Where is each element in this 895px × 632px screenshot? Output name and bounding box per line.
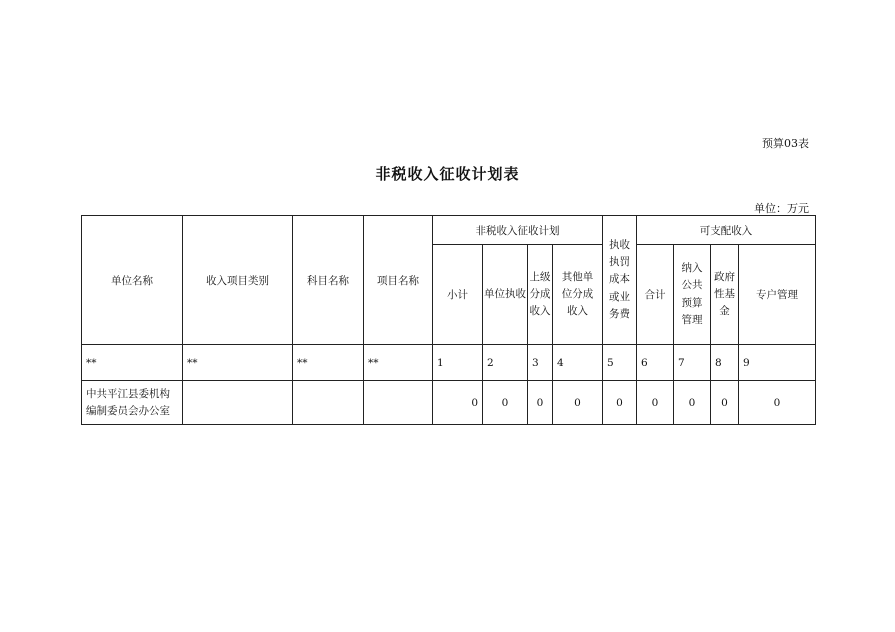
header-subject-name: 科目名称 [293,216,364,345]
code-cell: 2 [483,345,528,381]
page-title: 非税收入征收计划表 [375,165,520,183]
unit-collection-value: 0 [483,381,528,425]
code-cell: ** [293,345,364,381]
code-cell: 4 [553,345,603,381]
code-cell: ** [82,345,183,381]
gov-fund-value: 0 [711,381,739,425]
unit-name-cell: 中共平江县委机构编制委员会办公室 [82,381,183,425]
header-subtotal: 小计 [433,245,483,345]
other-unit-share-value: 0 [553,381,603,425]
table-row [82,381,816,425]
code-cell: 3 [528,345,553,381]
header-revenue-category: 收入项目类别 [183,216,293,345]
item-name-cell [364,381,433,425]
header-other-unit-share: 其他单位分成收入 [553,245,603,345]
subtotal-value: 0 [433,381,483,425]
code-cell: 5 [603,345,637,381]
header-superior-share: 上级分成收入 [528,245,553,345]
header-enforcement-cost: 执收执罚成本或业务费 [603,216,637,345]
code-cell: 7 [674,345,711,381]
code-cell: 8 [711,345,739,381]
header-public-budget: 纳入公共预算管理 [674,245,711,345]
enforcement-cost-value: 0 [603,381,637,425]
code-row [82,345,816,381]
code-cell: 1 [433,345,483,381]
public-budget-value: 0 [674,381,711,425]
header-plan-group: 非税收入征收计划 [433,216,603,245]
header-unit-collection: 单位执收 [483,245,528,345]
header-total: 合计 [637,245,674,345]
revenue-category-cell [183,381,293,425]
header-item-name: 项目名称 [364,216,433,345]
header-disposable-group: 可支配收入 [637,216,816,245]
total-value: 0 [637,381,674,425]
special-account-value: 0 [739,381,816,425]
form-number: 预算03表 [762,137,809,150]
header-special-account: 专户管理 [739,245,816,345]
code-cell: ** [364,345,433,381]
unit-label: 单位：万元 [754,202,809,215]
subject-name-cell [293,381,364,425]
code-cell: 6 [637,345,674,381]
header-gov-fund: 政府性基金 [711,245,739,345]
header-unit-name: 单位名称 [82,216,183,345]
non-tax-revenue-plan-table [81,215,816,425]
code-cell: 9 [739,345,816,381]
superior-share-value: 0 [528,381,553,425]
code-cell: ** [183,345,293,381]
